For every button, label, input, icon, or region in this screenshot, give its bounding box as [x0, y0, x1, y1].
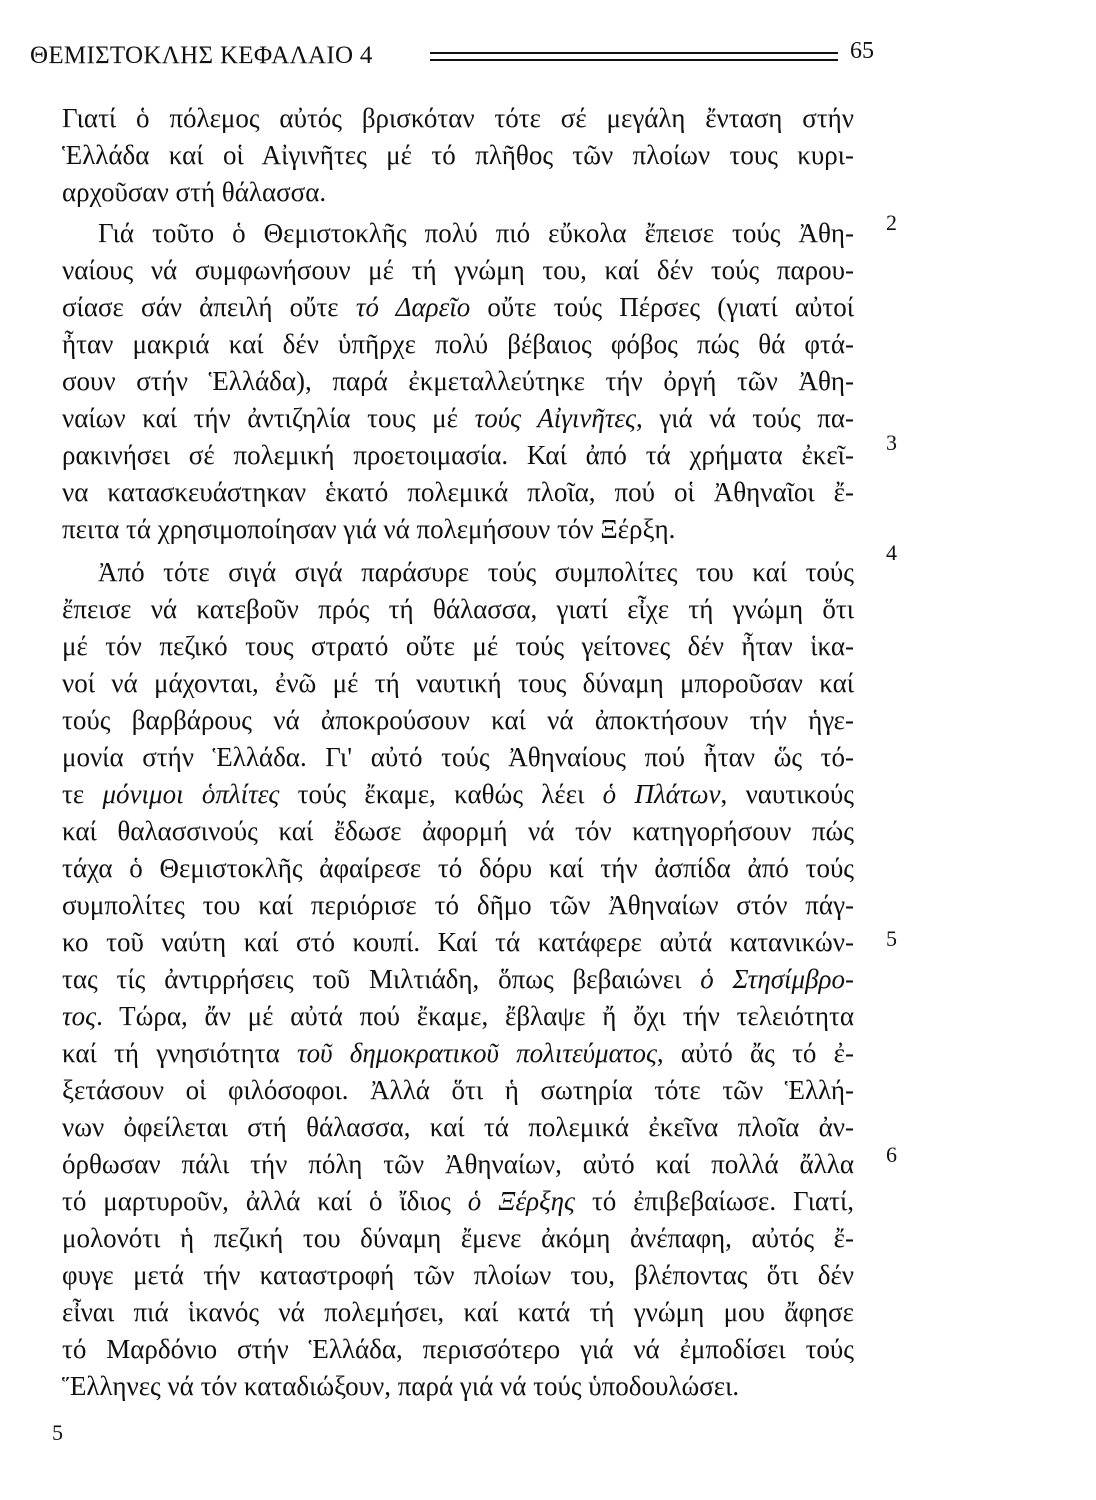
italic-phrase: ὁ Στησίμβρο- [700, 964, 854, 994]
text-line: νοί νά μάχονται, ἐνῶ μέ τή ναυτική τους δύναμη μποροῦσαν καί [62, 668, 854, 698]
running-head [30, 38, 874, 78]
text-line: αρχοῦσαν στή θάλασσα. [62, 177, 327, 207]
text-line: μολονότι ἡ πεζική του δύναμη ἔμενε ἀκόμη ἀνέπαφη, αὐτός ἔ- [62, 1223, 854, 1253]
text-line: να κατασκευάστηκαν ἑκατό πολεμικά πλοῖα, πού οἱ Ἀθηναῖοι ἔ- [62, 477, 854, 507]
running-title: ΘΕΜΙΣΤΟΚΛΗΣ ΚΕΦΑΛΑΙΟ 4 [30, 42, 373, 69]
text-line: φυγε μετά τήν καταστροφή τῶν πλοίων του, βλέποντας ὅτι δέν [62, 1260, 854, 1290]
text-line: μέ τόν πεζικό τους στρατό οὔτε μέ τούς γείτονες δέν ἦταν ἱκα- [62, 631, 854, 661]
text-line: συμπολίτες του καί περιόρισε τό δῆμο τῶν Ἀθηναίων στόν πάγ- [62, 890, 854, 920]
italic-phrase: μόνιμοι ὁπλίτες [102, 779, 280, 809]
text-line: ἔπεισε νά κατεβοῦν πρός τή θάλασσα, γιατί εἶχε τή γνώμη ὅτι [62, 594, 854, 624]
text-line: τας τίς ἀντιρρήσεις τοῦ Μιλτιάδη, ὅπως βεβαιώνει ὁ Στησίμβρο- [62, 964, 854, 994]
text-line: Ἕλληνες νά τόν καταδιώξουν, παρά γιά νά τούς ὑποδουλώσει. [62, 1371, 740, 1401]
text-line: καί θαλασσινούς καί ἔδωσε ἀφορμή νά τόν κατηγορήσουν πώς [62, 816, 854, 846]
signature-mark: 5 [52, 1420, 63, 1445]
text-line: ἦταν μακριά καί δέν ὑπῆρχε πολύ βέβαιος φόβος πώς θά φτά- [62, 329, 854, 359]
text-line: ρακινήσει σέ πολεμική προετοιμασία. Καί ἀπό τά χρήματα ἐκεῖ- [62, 440, 854, 470]
italic-phrase: ὁ Πλάτων [602, 779, 721, 809]
text-line: πειτα τά χρησιμοποίησαν γιά νά πολεμήσουν τόν Ξέρξη. [62, 514, 676, 544]
text-line: νων ὀφείλεται στή θάλασσα, καί τά πολεμικά ἐκεῖνα πλοῖα ἀν- [62, 1112, 854, 1142]
header-double-rule [430, 52, 838, 61]
paragraph [62, 215, 854, 548]
text-line: σίασε σάν ἀπειλή οὔτε τό Δαρεῖο οὔτε τούς Πέρσες (γιατί αὐτοί [62, 292, 854, 322]
italic-phrase: τό Δαρεῖο [355, 292, 471, 322]
paragraph [62, 100, 854, 211]
text-line: Ἀπό τότε σιγά σιγά παράσυρε τούς συμπολίτες του καί τούς [98, 557, 854, 587]
text-line: Ἑλλάδα καί οἱ Αἰγινῆτες μέ τό πλῆθος τῶν πλοίων τους κυρι- [62, 140, 854, 170]
text-line: καί τή γνησιότητα τοῦ δημοκρατικοῦ πολιτεύματος, αὐτό ἄς τό ἐ- [62, 1038, 854, 1068]
text-line: ξετάσουν οἱ φιλόσοφοι. Ἀλλά ὅτι ἡ σωτηρία τότε τῶν Ἑλλή- [62, 1075, 854, 1105]
text-line: τό Μαρδόνιο στήν Ἑλλάδα, περισσότερο γιά νά ἐμποδίσει τούς [62, 1334, 854, 1364]
text-line: εἶναι πιά ἱκανός νά πολεμήσει, καί κατά τή γνώμη μου ἄφησε [62, 1297, 854, 1327]
text-line: τος. Τώρα, ἄν μέ αὐτά πού ἔκαμε, ἔβλαψε ἤ ὄχι τήν τελειότητα [62, 1001, 854, 1031]
text-line: τούς βαρβάρους νά ἀποκρούσουν καί νά ἀποκτήσουν τήν ἡγε- [62, 705, 854, 735]
paragraph [62, 554, 854, 1405]
page-number: 65 [850, 38, 874, 64]
italic-phrase: τος [62, 1001, 97, 1031]
text-line: μονία στήν Ἑλλάδα. Γι' αὐτό τούς Ἀθηναίους πού ἦταν ὥς τό- [62, 742, 854, 772]
text-line: τό μαρτυροῦν, ἀλλά καί ὁ ἴδιος ὁ Ξέρξης τό ἐπιβεβαίωσε. Γιατί, [62, 1186, 854, 1216]
italic-phrase: τοῦ δημοκρατικοῦ πολιτεύματος [297, 1038, 657, 1068]
text-line: Γιατί ὁ πόλεμος αὐτός βρισκόταν τότε σέ μεγάλη ἔνταση στήν [62, 103, 854, 133]
text-line: ναίους νά συμφωνήσουν μέ τή γνώμη του, καί δέν τούς παρου- [62, 255, 854, 285]
section-number-4: 4 [886, 540, 897, 565]
section-number-6: 6 [886, 1142, 897, 1167]
text-line: Γιά τοῦτο ὁ Θεμιστοκλῆς πολύ πιό εὔκολα ἔπεισε τούς Ἀθη- [98, 218, 854, 248]
text-line: τάχα ὁ Θεμιστοκλῆς ἀφαίρεσε τό δόρυ καί τήν ἀσπίδα ἀπό τούς [62, 853, 854, 883]
text-line: όρθωσαν πάλι τήν πόλη τῶν Ἀθηναίων, αὐτό καί πολλά ἄλλα [62, 1149, 854, 1179]
body-text [62, 100, 854, 1411]
section-number-5: 5 [886, 926, 897, 951]
italic-phrase: τούς Αἰγινῆτες [474, 403, 636, 433]
italic-phrase: ὁ Ξέρξης [467, 1186, 576, 1216]
text-line: σουν στήν Ἑλλάδα), παρά ἐκμεταλλεύτηκε τήν ὀργή τῶν Ἀθη- [62, 366, 854, 396]
text-line: τε μόνιμοι ὁπλίτες τούς ἔκαμε, καθώς λέει ὁ Πλάτων, ναυτικούς [62, 779, 854, 809]
section-number-3: 3 [886, 430, 897, 455]
text-line: κο τοῦ ναύτη καί στό κουπί. Καί τά κατάφερε αὐτά κατανικών- [62, 927, 854, 957]
section-number-2: 2 [886, 210, 897, 235]
text-line: ναίων καί τήν ἀντιζηλία τους μέ τούς Αἰγινῆτες, γιά νά τούς πα- [62, 403, 854, 433]
